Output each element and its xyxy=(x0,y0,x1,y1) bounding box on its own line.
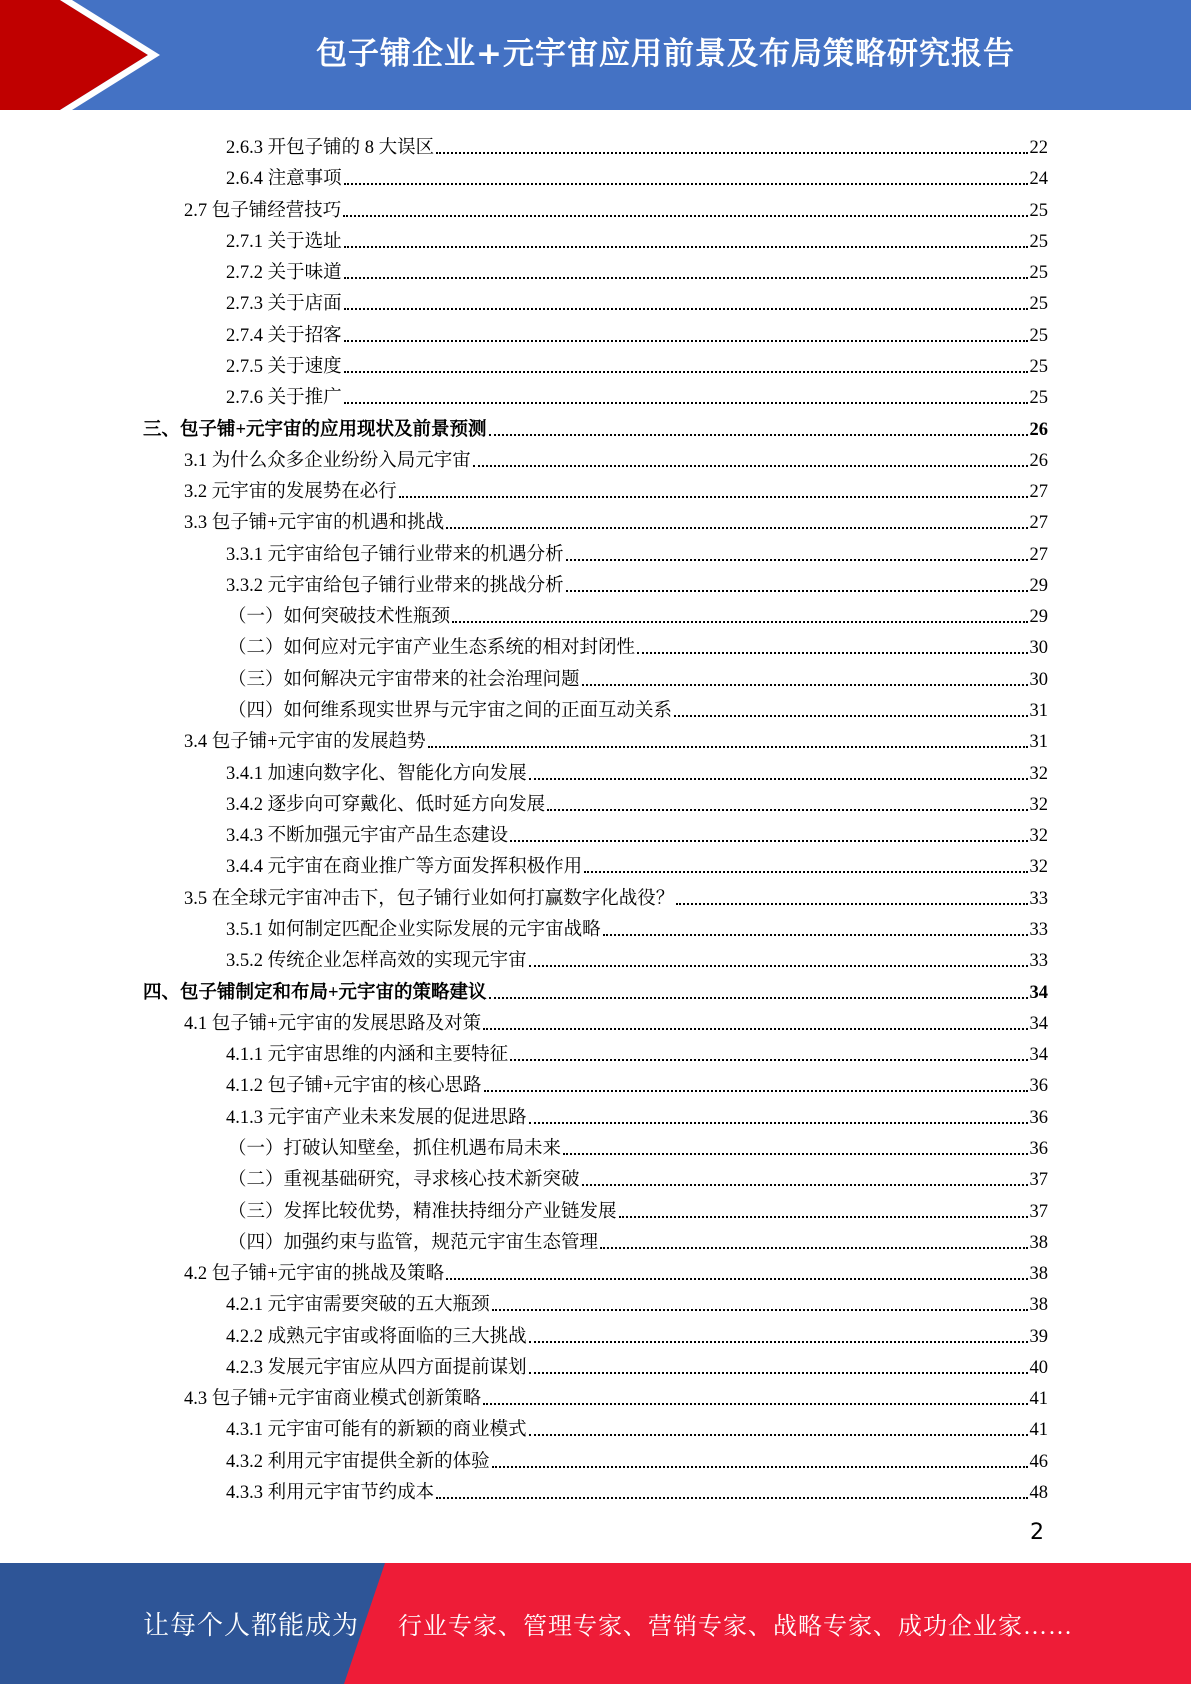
toc-entry-title: 4.3.3 利用元宇宙节约成本 xyxy=(226,1483,435,1504)
toc-entry-title: 3.2 元宇宙的发展势在必行 xyxy=(184,482,397,503)
toc-dot-leader xyxy=(563,1153,1027,1155)
toc-entry[interactable] xyxy=(226,1317,1048,1348)
toc-entry-page: 25 xyxy=(1029,263,1048,284)
toc-entry[interactable] xyxy=(143,973,1048,1004)
toc-entry[interactable] xyxy=(226,347,1048,378)
toc-dot-leader xyxy=(344,183,1028,185)
toc-entry[interactable] xyxy=(226,1410,1048,1441)
toc-entry-title: 4.1 包子铺+元宇宙的发展思路及对策 xyxy=(184,1013,482,1034)
toc-entry[interactable] xyxy=(228,597,1048,628)
toc-entry-title: 2.7.6 关于推广 xyxy=(226,388,342,409)
toc-entry-page: 22 xyxy=(1029,138,1048,158)
toc-entry-page: 31 xyxy=(1029,732,1048,753)
toc-dot-leader xyxy=(529,965,1028,967)
toc-dot-leader xyxy=(600,1247,1027,1249)
toc-entry-page: 34 xyxy=(1029,982,1048,1003)
toc-entry-title: 4.2.2 成熟元宇宙或将面临的三大挑战 xyxy=(226,1326,527,1347)
toc-entry-page: 37 xyxy=(1029,1201,1048,1222)
toc-entry[interactable] xyxy=(226,535,1048,566)
toc-entry[interactable] xyxy=(226,1473,1048,1504)
toc-entry-title: 4.2 包子铺+元宇宙的挑战及策略 xyxy=(184,1264,445,1285)
toc-entry-page: 25 xyxy=(1029,388,1048,409)
toc-dot-leader xyxy=(529,1341,1028,1343)
toc-dot-leader xyxy=(446,527,1027,529)
toc-entry-title: 4.2.1 元宇宙需要突破的五大瓶颈 xyxy=(226,1295,490,1316)
toc-dot-leader xyxy=(436,152,1027,154)
toc-dot-leader xyxy=(452,621,1027,623)
toc-entry[interactable] xyxy=(226,941,1048,972)
toc-entry-page: 24 xyxy=(1029,169,1048,190)
toc-entry-title: 3.3.1 元宇宙给包子铺行业带来的机遇分析 xyxy=(226,544,564,565)
document-title: 包子铺企业+元宇宙应用前景及布局策略研究报告 xyxy=(316,35,1015,72)
toc-entry-page: 41 xyxy=(1029,1420,1048,1441)
toc-entry-page: 27 xyxy=(1029,482,1048,503)
toc-dot-leader xyxy=(344,277,1028,279)
footer-slogan-left: 让每个人都能成为 xyxy=(143,1611,360,1640)
toc-entry-title: （四）如何维系现实世界与元宇宙之间的正面互动关系 xyxy=(228,701,673,722)
toc-entry-title: （一）如何突破技术性瓶颈 xyxy=(228,607,451,628)
page-number: 2 xyxy=(1030,1520,1044,1545)
toc-entry[interactable] xyxy=(143,410,1048,441)
toc-entry-title: 2.7.1 关于选址 xyxy=(226,231,342,252)
toc-entry-title: 3.3 包子铺+元宇宙的机遇和挑战 xyxy=(184,513,445,534)
toc-dot-leader xyxy=(344,340,1028,342)
toc-entry[interactable] xyxy=(226,284,1048,315)
toc-entry-title: 3.4.4 元宇宙在商业推广等方面发挥积极作用 xyxy=(226,857,583,878)
toc-entry-title: 2.7.3 关于店面 xyxy=(226,294,342,315)
toc-entry-page: 31 xyxy=(1029,701,1048,722)
toc-dot-leader xyxy=(473,465,1028,467)
toc-entry[interactable] xyxy=(184,503,1048,534)
toc-entry-title: （三）发挥比较优势，精准扶持细分产业链发展 xyxy=(228,1201,617,1222)
toc-entry-title: 3.4.2 逐步向可穿戴化、低时延方向发展 xyxy=(226,794,546,815)
toc-entry-page: 29 xyxy=(1029,607,1048,628)
toc-entry[interactable] xyxy=(226,253,1048,284)
toc-dot-leader xyxy=(529,1372,1028,1374)
toc-dot-leader xyxy=(676,903,1027,905)
toc-entry-page: 32 xyxy=(1029,794,1048,815)
toc-dot-leader xyxy=(529,1434,1028,1436)
toc-entry-title: 3.4.3 不断加强元宇宙产品生态建设 xyxy=(226,826,509,847)
toc-dot-leader xyxy=(582,684,1028,686)
toc-dot-leader xyxy=(492,1466,1028,1468)
toc-entry-title: 3.4.1 加速向数字化、智能化方向发展 xyxy=(226,763,527,784)
toc-entry-page: 25 xyxy=(1029,200,1048,221)
toc-entry-title: （三）如何解决元宇宙带来的社会治理问题 xyxy=(228,669,580,690)
toc-dot-leader xyxy=(399,496,1028,498)
toc-entry-page: 39 xyxy=(1029,1326,1048,1347)
toc-entry-page: 38 xyxy=(1029,1295,1048,1316)
toc-entry[interactable] xyxy=(226,847,1048,878)
toc-entry-title: 4.3.1 元宇宙可能有的新颖的商业模式 xyxy=(226,1420,527,1441)
toc-entry-page: 34 xyxy=(1029,1045,1048,1066)
footer-band xyxy=(0,1563,1191,1684)
toc-entry-page: 32 xyxy=(1029,857,1048,878)
toc-entry[interactable] xyxy=(226,754,1048,785)
toc-dot-leader xyxy=(344,402,1028,404)
toc-entry-page: 40 xyxy=(1029,1357,1048,1378)
toc-dot-leader xyxy=(582,1184,1028,1186)
toc-entry[interactable] xyxy=(226,1348,1048,1379)
toc-dot-leader xyxy=(344,246,1028,248)
toc-entry[interactable] xyxy=(228,1160,1048,1191)
toc-entry-title: 3.1 为什么众多企业纷纷入局元宇宙 xyxy=(184,450,471,471)
toc-entry[interactable] xyxy=(226,566,1048,597)
toc-entry[interactable] xyxy=(184,879,1048,910)
toc-dot-leader xyxy=(547,809,1027,811)
toc-entry-page: 30 xyxy=(1029,669,1048,690)
toc-dot-leader xyxy=(510,1059,1027,1061)
toc-entry[interactable] xyxy=(226,910,1048,941)
toc-entry-page: 36 xyxy=(1029,1076,1048,1097)
header-arrow-shape xyxy=(0,0,160,110)
toc-entry-page: 30 xyxy=(1029,638,1048,659)
toc-dot-leader xyxy=(436,1497,1027,1499)
toc-entry[interactable] xyxy=(226,1285,1048,1316)
toc-entry-title: 3.3.2 元宇宙给包子铺行业带来的挑战分析 xyxy=(226,575,564,596)
toc-entry[interactable] xyxy=(226,159,1048,190)
toc-entry-page: 25 xyxy=(1029,356,1048,377)
toc-entry-title: 4.3.2 利用元宇宙提供全新的体验 xyxy=(226,1451,490,1472)
toc-entry[interactable] xyxy=(184,472,1048,503)
toc-entry-page: 26 xyxy=(1029,419,1048,440)
toc-dot-leader xyxy=(566,559,1028,561)
toc-entry-title: 2.6.3 开包子铺的 8 大误区 xyxy=(226,138,435,158)
toc-entry-page: 25 xyxy=(1029,231,1048,252)
toc-dot-leader xyxy=(637,652,1027,654)
toc-entry-page: 32 xyxy=(1029,826,1048,847)
toc-entry[interactable] xyxy=(226,378,1048,409)
toc-dot-leader xyxy=(619,1216,1028,1218)
toc-dot-leader xyxy=(674,715,1027,717)
toc-entry-title: 4.1.1 元宇宙思维的内涵和主要特征 xyxy=(226,1045,509,1066)
toc-entry-page: 48 xyxy=(1029,1483,1048,1504)
toc-entry[interactable] xyxy=(184,1254,1048,1285)
toc-entry-title: 3.5 在全球元宇宙冲击下，包子铺行业如何打赢数字化战役？ xyxy=(184,888,675,909)
toc-dot-leader xyxy=(492,1309,1028,1311)
toc-entry-title: （二）如何应对元宇宙产业生态系统的相对封闭性 xyxy=(228,638,636,659)
toc-entry[interactable] xyxy=(226,128,1048,159)
toc-entry-title: 3.4 包子铺+元宇宙的发展趋势 xyxy=(184,732,426,753)
toc-entry-page: 29 xyxy=(1029,575,1048,596)
toc-entry[interactable] xyxy=(228,628,1048,659)
toc-dot-leader xyxy=(483,1403,1027,1405)
toc-entry-page: 38 xyxy=(1029,1232,1048,1253)
toc-dot-leader xyxy=(489,997,1028,999)
toc-entry-title: 四、包子铺制定和布局+元宇宙的策略建议 xyxy=(143,982,487,1003)
toc-dot-leader xyxy=(344,371,1028,373)
toc-dot-leader xyxy=(484,1090,1028,1092)
toc-entry[interactable] xyxy=(226,222,1048,253)
toc-entry-page: 37 xyxy=(1029,1170,1048,1191)
toc-dot-leader xyxy=(510,840,1027,842)
toc-entry[interactable] xyxy=(226,785,1048,816)
toc-entry-page: 26 xyxy=(1029,450,1048,471)
toc-dot-leader xyxy=(566,590,1028,592)
toc-dot-leader xyxy=(584,871,1027,873)
toc-entry[interactable] xyxy=(184,1004,1048,1035)
toc-entry[interactable] xyxy=(228,1223,1048,1254)
toc-dot-leader xyxy=(529,1122,1028,1124)
toc-entry[interactable] xyxy=(184,191,1048,222)
toc-entry-title: 2.7.5 关于速度 xyxy=(226,356,342,377)
toc-entry-title: （一）打破认知壁垒，抓住机遇布局未来 xyxy=(228,1138,562,1159)
toc-entry-title: 3.5.1 如何制定匹配企业实际发展的元宇宙战略 xyxy=(226,920,601,940)
toc-entry-title: 2.7.2 关于味道 xyxy=(226,263,342,284)
toc-entry-page: 34 xyxy=(1029,1013,1048,1034)
toc-entry-page: 33 xyxy=(1029,920,1048,940)
toc-entry-page: 36 xyxy=(1029,1107,1048,1128)
toc-entry-title: 4.3 包子铺+元宇宙商业模式创新策略 xyxy=(184,1389,482,1410)
toc-dot-leader xyxy=(483,1028,1027,1030)
toc-entry-title: 2.6.4 注意事项 xyxy=(226,169,342,190)
toc-entry[interactable] xyxy=(226,1098,1048,1129)
toc-entry[interactable] xyxy=(184,722,1048,753)
toc-entry-title: 三、包子铺+元宇宙的应用现状及前景预测 xyxy=(143,419,487,440)
toc-entry-page: 32 xyxy=(1029,763,1048,784)
toc-entry-title: 2.7.4 关于招客 xyxy=(226,325,342,346)
toc-entry[interactable] xyxy=(226,1442,1048,1473)
toc-dot-leader xyxy=(446,1278,1027,1280)
toc-entry[interactable] xyxy=(226,316,1048,347)
toc-entry[interactable] xyxy=(228,691,1048,722)
toc-entry-title: 4.1.3 元宇宙产业未来发展的促进思路 xyxy=(226,1107,527,1128)
toc-entry[interactable] xyxy=(228,1129,1048,1160)
toc-dot-leader xyxy=(603,934,1028,936)
toc-entry-title: 2.7 包子铺经营技巧 xyxy=(184,200,342,221)
toc-entry-title: （四）加强约束与监管，规范元宇宙生态管理 xyxy=(228,1232,599,1253)
toc-dot-leader xyxy=(428,746,1028,748)
toc-entry-title: 3.5.2 传统企业怎样高效的实现元宇宙 xyxy=(226,951,527,972)
toc-entry[interactable] xyxy=(184,1379,1048,1410)
toc-entry-page: 41 xyxy=(1029,1389,1048,1410)
toc-dot-leader xyxy=(529,778,1028,780)
toc-entry[interactable] xyxy=(228,1192,1048,1223)
toc-entry[interactable] xyxy=(228,660,1048,691)
toc-entry-page: 38 xyxy=(1029,1264,1048,1285)
toc-entry-page: 46 xyxy=(1029,1451,1048,1472)
toc-entry-page: 36 xyxy=(1029,1138,1048,1159)
toc-entry-page: 33 xyxy=(1029,951,1048,972)
toc-dot-leader xyxy=(344,308,1028,310)
toc-entry[interactable] xyxy=(226,816,1048,847)
toc-entry-page: 27 xyxy=(1029,544,1048,565)
toc-entry-title: 4.1.2 包子铺+元宇宙的核心思路 xyxy=(226,1076,482,1097)
toc-entry-page: 27 xyxy=(1029,513,1048,534)
toc-dot-leader xyxy=(489,434,1028,436)
footer-slogan-right: 行业专家、管理专家、营销专家、战略专家、成功企业家…… xyxy=(398,1614,1073,1640)
toc-entry-page: 25 xyxy=(1029,325,1048,346)
toc-entry[interactable] xyxy=(226,1035,1048,1066)
toc-entry[interactable] xyxy=(226,1066,1048,1097)
toc-entry-page: 33 xyxy=(1029,888,1048,909)
toc-entry-title: 4.2.3 发展元宇宙应从四方面提前谋划 xyxy=(226,1357,527,1378)
header-band xyxy=(0,0,1191,110)
toc-entry-page: 25 xyxy=(1029,294,1048,315)
toc-entry[interactable] xyxy=(184,441,1048,472)
toc-entry-title: （二）重视基础研究，寻求核心技术新突破 xyxy=(228,1170,580,1191)
toc-dot-leader xyxy=(343,215,1027,217)
